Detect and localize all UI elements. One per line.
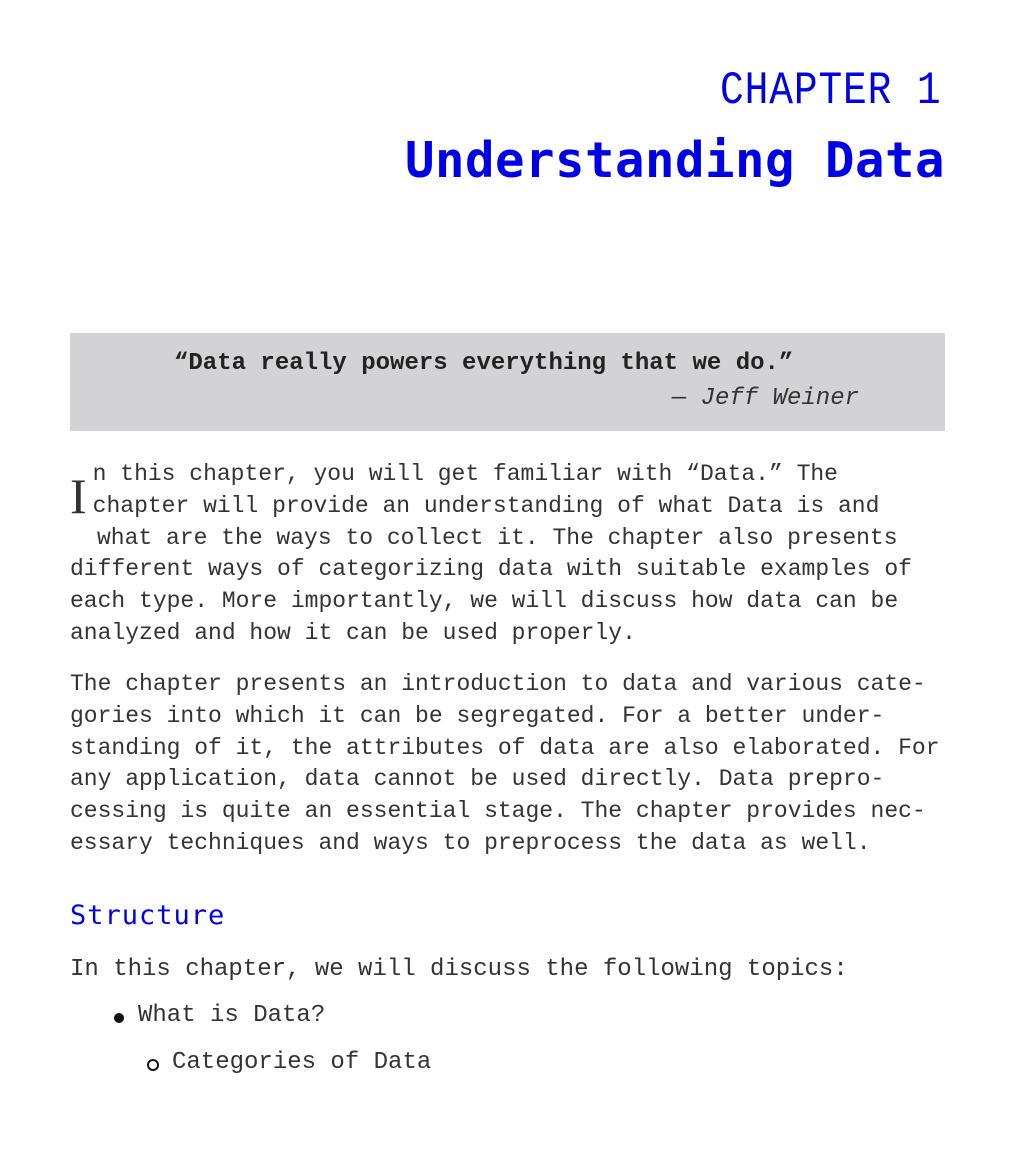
section-heading-structure: Structure	[70, 900, 226, 931]
intro-line: n this chapter, you will get familiar with “Data.” The	[92, 461, 838, 487]
topic-label: What is Data?	[138, 1002, 326, 1029]
paragraph-line: The chapter presents an introduction to data and various cate-	[70, 671, 926, 697]
hollow-bullet-icon	[147, 1059, 159, 1071]
epigraph-author: — Jeff Weiner	[671, 385, 859, 412]
epigraph-box	[70, 333, 945, 431]
body-paragraph	[70, 669, 950, 860]
list-item	[146, 1047, 431, 1078]
intro-line: each type. More importantly, we will discuss how data can be	[70, 587, 899, 614]
chapter-number: CHAPTER 1	[719, 65, 941, 117]
paragraph-line: essary techniques and ways to preprocess the data as well.	[70, 829, 871, 856]
bullet-icon	[114, 1013, 124, 1023]
paragraph-line: any application, data cannot be used directly. Data prepro-	[70, 766, 885, 793]
drop-cap: I	[70, 468, 87, 524]
topics-intro: In this chapter, we will discuss the following topics:	[70, 956, 848, 983]
subtopic-list	[146, 1047, 431, 1078]
intro-paragraph-continued	[70, 554, 950, 649]
subtopic-label: Categories of Data	[172, 1049, 432, 1076]
epigraph-quote: “Data really powers everything that we do.”	[174, 350, 794, 377]
list-item	[112, 1000, 325, 1031]
topic-list	[112, 1000, 325, 1031]
paragraph-line: cessing is quite an essential stage. The chapter provides nec-	[70, 798, 926, 825]
intro-paragraph	[70, 459, 950, 554]
intro-line: different ways of categorizing data with suitable examples of	[70, 556, 912, 582]
intro-line: what are the ways to collect it. The chapter also presents	[97, 524, 898, 551]
intro-line: analyzed and how it can be used properly.	[70, 619, 636, 646]
paragraph-line: standing of it, the attributes of data are also elaborated. For	[70, 734, 940, 761]
chapter-title: Understanding Data	[404, 132, 945, 189]
intro-line: chapter will provide an understanding of what Data is and	[92, 492, 880, 519]
paragraph-line: gories into which it can be segregated. For a better under-	[70, 702, 885, 729]
